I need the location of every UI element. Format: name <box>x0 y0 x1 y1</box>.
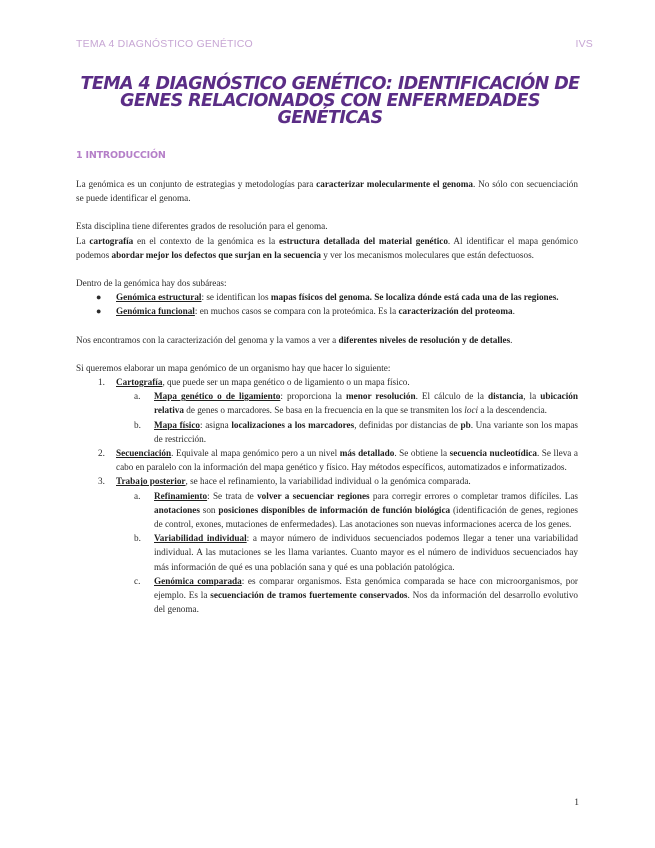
paragraph: La cartografía en el contexto de la genómica es la estructura detallada del material genético. Al identificar el mapa genómico podemos abordar mejor los defectos que surjan en la secuencia y ver los mecanismos moleculares que están defectuosos. <box>76 235 578 260</box>
list-item: ● Genómica estructural: se identifican los mapas físicos del genoma. Se localiza dónde está cada una de las regiones. <box>76 290 578 304</box>
paragraph: Dentro de la genómica hay dos subáreas: <box>76 278 227 289</box>
running-header-initials: IVS <box>575 38 593 50</box>
running-header-title: TEMA 4 DIAGNÓSTICO GENÉTICO <box>76 38 253 50</box>
list-item: 2. Secuenciación. Equivale al mapa genómico pero a un nivel más detallado. Se obtiene la secuencia nucleotídica. Se lleva a cabo en paralelo con la información del mapa genético y físico. Hay métodos específicos, automatizados e informatizados. <box>98 448 578 473</box>
list-item: b. Mapa físico: asigna localizaciones a los marcadores, definidas por distancias de pb. Una variante son los mapas de restricción. <box>134 419 579 444</box>
section-heading: 1 INTRODUCCIÓN <box>76 150 166 161</box>
list-item: 1. Cartografía, que puede ser un mapa genético o de ligamiento o un mapa físico. a. Mapa genético o de ligamiento: proporciona la menor resolución. El cálculo de la distancia, la ubicación relativa de genes o marcadores. Se basa en la frecuencia en la que se transmiten los loci a la descendencia. b. Mapa físico: asigna localizaciones a los marcadores, definidas por distancias de pb. Una variante son los mapas de restricción. <box>76 375 578 446</box>
bullet-icon: ● <box>96 292 102 303</box>
paragraph: Si queremos elaborar un mapa genómico de un organismo hay que hacer lo siguiente: <box>76 362 391 373</box>
body-content <box>76 177 578 616</box>
list-item: ● Genómica funcional: en muchos casos se compara con la proteómica. Es la caracterización del proteoma. <box>76 304 578 318</box>
paragraph: Esta disciplina tiene diferentes grados de resolución para el genoma. <box>76 221 328 232</box>
numbered-list <box>76 375 578 616</box>
sub-list <box>116 389 578 446</box>
paragraph: La genómica es un conjunto de estrategias y metodologías para caracterizar molecularmente el genoma. No sólo con secuenciación se puede identificar el genoma. <box>76 179 578 204</box>
bullet-list <box>76 290 578 318</box>
paragraph: Nos encontramos con la caracterización del genoma y la vamos a ver a diferentes niveles de resolución y de detalles. <box>76 334 513 345</box>
list-item: a. Mapa genético o de ligamiento: proporciona la menor resolución. El cálculo de la distancia, la ubicación relativa de genes o marcadores. Se basa en la frecuencia en la que se transmiten los loci a la descendencia. <box>134 391 578 416</box>
document-title: TEMA 4 DIAGNÓSTICO GENÉTICO: IDENTIFICACIÓN DE GENES RELACIONADOS CON ENFERMEDADES GENÉTICAS <box>80 74 580 128</box>
bullet-icon: ● <box>96 306 102 317</box>
list-item: b. Variabilidad individual: a mayor número de individuos secuenciados podemos llegar a tener una variabilidad individual. A las mutaciones se les llama variantes. Cuanto mayor es el número de individuos secuenciados hay más información de qué es una población sana y qué es una población patológica. <box>134 533 578 572</box>
page-number: 1 <box>574 798 579 808</box>
sub-list <box>116 489 578 617</box>
list-item: 3. Trabajo posterior, se hace el refinamiento, la variabilidad individual o la genómica comparada. a. Refinamiento: Se trata de volver a secuenciar regiones para corregir errores o completar tramos difíciles. Las anotaciones son posiciones disponibles de información de función biológica (identificación de genes, regiones de control, exones, mutaciones de enfermedades). Las anotaciones son nuevas informaciones acerca de los genes. b. Variabilidad individual: a mayor número de individuos secuenciados podemos llegar a tener una variabilidad individual. A las mutaciones se les llama variantes. Cuanto mayor es el número de individuos secuenciados hay más información de qué es una población sana y qué es una población patológica. c. Genómica comparada: es comparar organismos. Esta genómica comparada se hace con microorganismos, por ejemplo. Es la secuenciación de tramos fuertemente conservados. Nos da información del desarrollo evolutivo del genoma. <box>76 474 578 616</box>
list-item: c. Genómica comparada: es comparar organismos. Esta genómica comparada se hace con microorganismos, por ejemplo. Es la secuenciación de tramos fuertemente conservados. Nos da información del desarrollo evolutivo del genoma. <box>134 575 579 615</box>
list-item: a. Refinamiento: Se trata de volver a secuenciar regiones para corregir errores o completar tramos difíciles. Las anotaciones son posiciones disponibles de información de función biológica (identificación de genes, regiones de control, exones, mutaciones de enfermedades). Las anotaciones son nuevas informaciones acerca de los genes. <box>134 490 579 530</box>
